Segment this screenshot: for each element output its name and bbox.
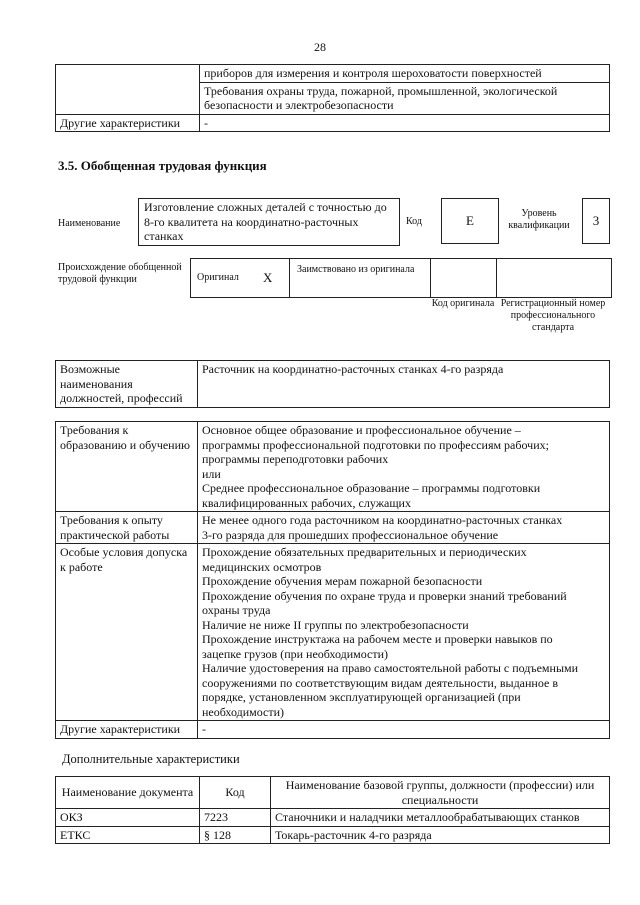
original-mark: X [263, 270, 273, 285]
special-line: охраны труда [202, 603, 271, 617]
education-line: или [202, 466, 221, 481]
special-line: Прохождение обучения мерам пожарной безопасности [202, 574, 483, 588]
special-line: Прохождение инструктажа на рабочем месте и проверки навыков по [202, 632, 553, 646]
row-code: § 128 [200, 826, 271, 844]
origin-divider [289, 259, 290, 297]
top-table-row2: Требования охраны труда, пожарной, промышленной, экологической безопасности и электробезопасности [200, 82, 610, 114]
row-code: 7223 [200, 809, 271, 827]
special-line: порядке, установленном эксплуатирующей организацией (при [202, 690, 521, 704]
experience-line: Не менее одного года расточником на координатно-расточных станках [202, 513, 563, 527]
name-label: Наименование [58, 218, 121, 229]
additional-title: Дополнительные характеристики [62, 752, 240, 766]
education-label: Требования к образованию и обучению [56, 422, 198, 512]
top-table [55, 64, 610, 132]
positions-table [55, 360, 610, 408]
row-name: Станочники и наладчики металлообрабатывающих станков [271, 809, 610, 827]
positions-label: Возможные наименования должностей, профессий [56, 361, 198, 408]
reg-number-caption: Регистрационный номер профессионального стандарта [500, 298, 606, 333]
col-doc-header: Наименование документа [56, 777, 200, 809]
experience-line: 3-го разряда для прошедших профессиональное обучение [202, 527, 499, 542]
education-line: программы переподготовки рабочих [202, 452, 389, 466]
additional-table [55, 776, 610, 844]
name-value: Изготовление сложных деталей с точностью до 8-го квалитета на координатно-расточных станках [138, 198, 400, 246]
origin-label: Происхождение обобщенной трудовой функции [58, 262, 182, 285]
special-line: сооружениями по соответствующим видам деятельности, выданное в [202, 675, 558, 690]
level-value: 3 [582, 198, 610, 244]
education-line: программы профессиональной подготовки по профессиям рабочих; [202, 437, 549, 452]
top-table-empty-cell [56, 65, 200, 115]
special-line: необходимости) [202, 704, 285, 719]
code-original-caption: Код оригинала [431, 298, 495, 309]
experience-label: Требования к опыту практической работы [56, 512, 198, 544]
page-number: 28 [314, 40, 326, 54]
education-line: Среднее профессиональное образование – программы подготовки [202, 481, 541, 495]
special-line: Наличие удостоверения на право самостоятельной работы с подъемными [202, 661, 579, 675]
top-table-other-label: Другие характеристики [56, 114, 200, 132]
special-line: Прохождение обучения по охране труда и проверки знаний требований [202, 588, 567, 603]
origin-box [190, 258, 612, 298]
row-doc: ОКЗ [56, 809, 200, 827]
section-title: 3.5. Обобщенная трудовая функция [58, 158, 267, 173]
origin-divider [430, 259, 431, 297]
special-line: медицинских осмотров [202, 559, 322, 574]
code-value: E [441, 198, 499, 244]
top-table-row1: приборов для измерения и контроля шероховатости поверхностей [200, 65, 610, 83]
req-other-value: - [198, 721, 610, 739]
education-line: Основное общее образование и профессиональное обучение – [202, 423, 521, 437]
table-row [56, 826, 610, 844]
level-label: Уровень квалификации [508, 208, 570, 231]
original-label: Оригинал [197, 272, 239, 283]
special-line: Прохождение обязательных предварительных и периодических [202, 545, 527, 559]
special-line: Наличие не ниже II группы по электробезопасности [202, 617, 469, 632]
education-line: квалифицированных рабочих, служащих [202, 495, 411, 510]
code-label: Код [406, 216, 422, 227]
table-row [56, 809, 610, 827]
experience-value [198, 512, 610, 544]
special-line: зацепке грузов (при необходимости) [202, 646, 389, 661]
req-other-label: Другие характеристики [56, 721, 198, 739]
positions-value: Расточник на координатно-расточных станках 4-го разряда [198, 361, 610, 408]
requirements-table [55, 421, 610, 739]
row-name: Токарь-расточник 4-го разряда [271, 826, 610, 844]
education-value [198, 422, 610, 512]
col-name-header: Наименование базовой группы, должности (профессии) или специальности [271, 777, 610, 809]
row-doc: ЕТКС [56, 826, 200, 844]
borrowed-label: Заимствовано из оригинала [297, 264, 415, 275]
special-value [198, 544, 610, 721]
origin-divider [496, 259, 497, 297]
top-table-other-value: - [200, 114, 610, 132]
col-code-header: Код [200, 777, 271, 809]
special-label: Особые условия допуска к работе [56, 544, 198, 721]
